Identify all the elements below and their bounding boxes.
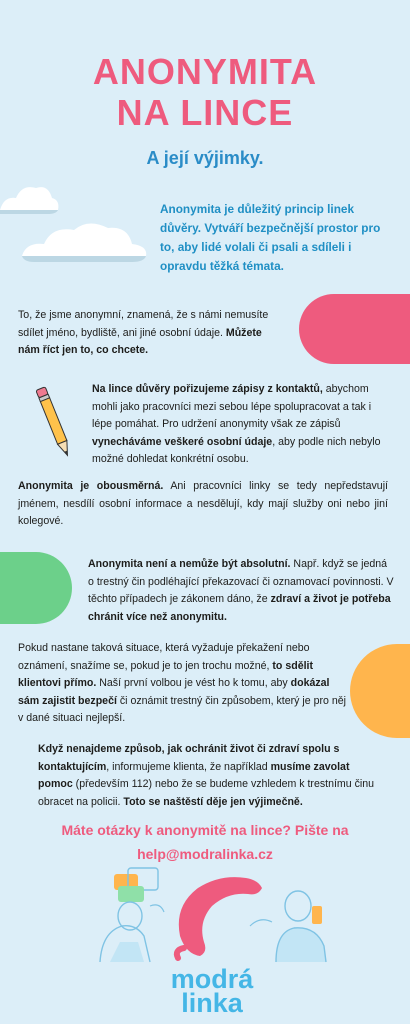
pink-blob xyxy=(296,294,410,364)
lead-text: Anonymita je důležitý princip linek důvěry. Vytváří bezpečnější prostor pro to, aby lidé volali či psali a sdíleli i opravdu těžká témata. xyxy=(160,202,381,273)
page-title-line1: ANONYMITA xyxy=(92,51,318,92)
section-anonymity-meaning: To, že jsme anonymní, znamená, že s námi nemusíte sdílet jméno, bydliště, ani jiné osobní údaje. Můžete nám říct jen to, co chcete. xyxy=(18,309,269,356)
section-call-help: Když nenajdeme způsob, jak ochránit život či zdraví spolu s kontaktujícím, informujeme klienta, že například musíme zavolat pomoc (především 112) nebo že se budeme vzhledem k trestnímu činu obracet na policii. Toto se naštěstí děje jen výjimečně. xyxy=(38,743,375,808)
page-title-line2: NA LINCE xyxy=(116,92,294,133)
section-not-absolute: Anonymita není a nemůže být absolutní. Např. když se jedná o trestný čin podléhající překazovací či oznamovací povinnosti. V těchto případech je zákonem dáno, že zdraví a život je potřeba chránit více než anonymitu. xyxy=(88,558,394,623)
phone-illustration xyxy=(80,866,340,966)
section-situation: Pokud nastane taková situace, která vyžaduje překažení nebo oznámení, snažíme se, pokud je to jen trochu možné, to sdělit klientovi přímo. Naší první volbou je vést ho k tomu, aby dokázal sám zajistit bezpečí či oznámit trestný čin způsobem, který je pro něj v dané situaci nejlepší. xyxy=(18,642,346,724)
cloud-icon xyxy=(0,178,62,218)
cloud-icon xyxy=(20,216,150,266)
pencil-icon xyxy=(34,382,74,462)
contact-question: Máte otázky k anonymitě na lince? Pište na xyxy=(61,822,349,838)
logo-line1: modrá xyxy=(170,964,254,994)
page-subtitle: A její výjimky. xyxy=(146,148,264,168)
orange-blob xyxy=(350,644,410,738)
logo-line2: linka xyxy=(181,988,243,1018)
green-blob xyxy=(0,552,72,624)
section-two-way: Anonymita je obousměrná. Ani pracovníci linky se tedy nepředstavují jménem, nesdílí osobní informace a nesdělují, kdy mají služby oni nebo jiní kolegové. xyxy=(18,480,388,527)
contact-email-link[interactable]: help@modralinka.cz xyxy=(137,846,273,862)
section-records: Na lince důvěry pořizujeme zápisy z kontaktů, abychom mohli jako pracovníci mezi sebou lépe spolupracovat a tak i lépe pomáhat. Pro udržení anonymity však ze zápisů vynecháváme veškeré osobní údaje, aby podle nich nebylo možné dohledat konkrétní osobu. xyxy=(92,383,381,465)
